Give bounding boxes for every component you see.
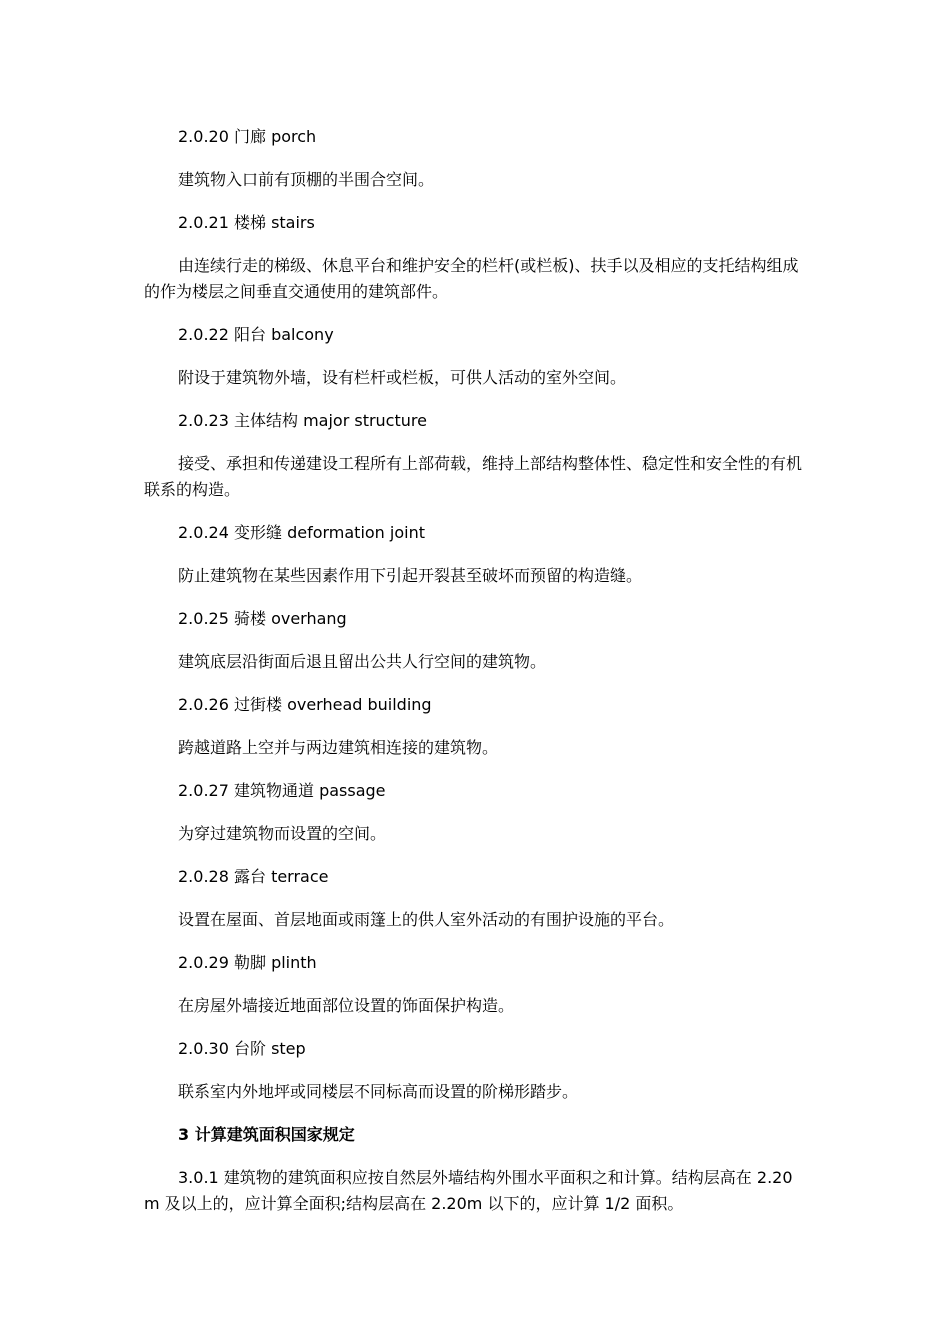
- term-stairs-heading: 2.0.21 楼梯 stairs: [178, 213, 315, 232]
- term-passage-heading: 2.0.27 建筑物通道 passage: [178, 781, 386, 800]
- term-overhang-heading: 2.0.25 骑楼 overhang: [178, 609, 347, 628]
- term-stairs-definition: 由连续行走的梯级、休息平台和维护安全的栏杆(或栏板)、扶手以及相应的支托结构组成的作为楼层之间垂直交通使用的建筑部件。: [144, 256, 799, 301]
- term-step-definition: 联系室内外地坪或同楼层不同标高而设置的阶梯形踏步。: [178, 1082, 579, 1101]
- term-porch-definition: 建筑物入口前有顶棚的半围合空间。: [178, 170, 435, 189]
- clause-3-0-1: 3.0.1 建筑物的建筑面积应按自然层外墙结构外围水平面积之和计算。结构层高在 2.20m 及以上的，应计算全面积;结构层高在 2.20m 以下的，应计算 1/2 面积。: [144, 1168, 793, 1213]
- term-deformation-joint-heading: 2.0.24 变形缝 deformation joint: [178, 523, 426, 542]
- term-passage-definition: 为穿过建筑物而设置的空间。: [178, 824, 387, 843]
- term-terrace-heading: 2.0.28 露台 terrace: [178, 867, 329, 886]
- term-step-heading: 2.0.30 台阶 step: [178, 1039, 306, 1058]
- term-terrace-definition: 设置在屋面、首层地面或雨篷上的供人室外活动的有围护设施的平台。: [178, 910, 675, 929]
- term-deformation-joint-definition: 防止建筑物在某些因素作用下引起开裂甚至破坏而预留的构造缝。: [178, 566, 643, 585]
- term-balcony-heading: 2.0.22 阳台 balcony: [178, 325, 334, 344]
- term-plinth-definition: 在房屋外墙接近地面部位设置的饰面保护构造。: [178, 996, 515, 1015]
- document-body: [144, 124, 804, 1234]
- term-overhead-building-heading: 2.0.26 过街楼 overhead building: [178, 695, 432, 714]
- section-3-heading: 3 计算建筑面积国家规定: [178, 1125, 355, 1144]
- term-porch-heading: 2.0.20 门廊 porch: [178, 127, 317, 146]
- term-balcony-definition: 附设于建筑物外墙，设有栏杆或栏板，可供人活动的室外空间。: [178, 368, 627, 387]
- term-major-structure-definition: 接受、承担和传递建设工程所有上部荷载，维持上部结构整体性、稳定性和安全性的有机联系的构造。: [144, 454, 803, 499]
- term-major-structure-heading: 2.0.23 主体结构 major structure: [178, 411, 427, 430]
- term-overhang-definition: 建筑底层沿街面后退且留出公共人行空间的建筑物。: [178, 652, 547, 671]
- term-overhead-building-definition: 跨越道路上空并与两边建筑相连接的建筑物。: [178, 738, 499, 757]
- term-plinth-heading: 2.0.29 勒脚 plinth: [178, 953, 317, 972]
